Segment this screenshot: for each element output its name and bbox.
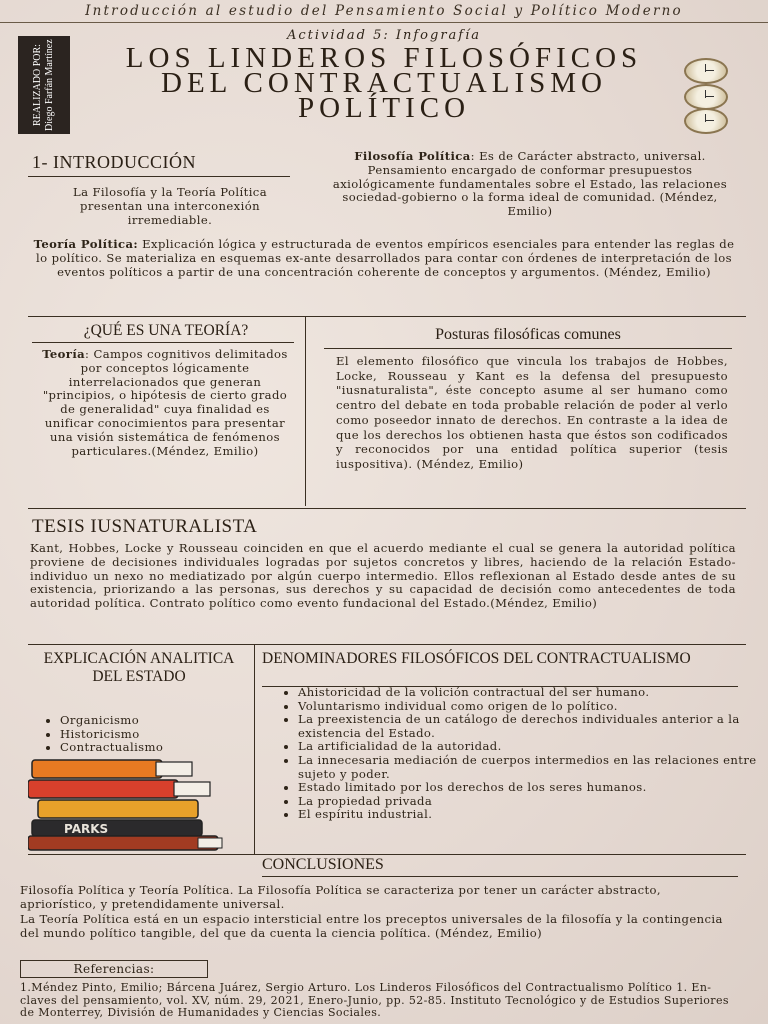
filosofia-politica-text — [320, 150, 740, 219]
teoria-text — [34, 348, 296, 458]
divider — [28, 508, 746, 509]
conclusiones-rule — [262, 876, 738, 877]
page-title: LOS LINDEROS FILOSÓFICOS DEL CONTRACTUALISMO POLÍTICO — [125, 42, 643, 124]
clock-icon — [684, 84, 728, 110]
list-item: • La preexistencia de un catálogo de derechos individuales anterior a la existencia del Estado. — [298, 713, 768, 740]
referencias-heading: Referencias: — [73, 962, 155, 976]
author-badge — [18, 36, 70, 134]
divider — [305, 316, 306, 506]
denominadores-heading: DENOMINADORES FILOSÓFICOS DEL CONTRACTUALISMO — [262, 650, 691, 667]
author-label: REALIZADO POR: — [32, 44, 43, 126]
explicacion-heading: EXPLICACIÓN ANALITICA DEL ESTADO — [43, 650, 235, 685]
intro-lead: La Filosofía y la Teoría Política presentan una interconexión irremediable. — [72, 185, 268, 227]
teoria-politica-text — [32, 238, 736, 279]
posturas-heading: Posturas filosóficas comunes — [435, 326, 621, 343]
divider — [28, 854, 746, 855]
list-item: • Organicismo — [60, 714, 260, 728]
intro-rule — [28, 176, 290, 177]
fp-definition: : Es de Carácter abstracto, universal. Pensamiento encargado de conformar presupuestos axiológicamente fundamentales sobre el Estado, las relaciones sociedad-gobierno o la forma ideal de comunidad. (Méndez, Emilio) — [332, 149, 728, 219]
list-item: • Ahistoricidad de la volición contractual del ser humano. — [298, 686, 768, 700]
divider — [28, 316, 746, 317]
course-banner: Introducción al estudio del Pensamiento Social y Político Moderno — [0, 0, 768, 23]
tesis-heading: TESIS IUSNATURALISTA — [32, 516, 258, 537]
books-label: PARKS — [64, 822, 109, 836]
tesis-text: Kant, Hobbes, Locke y Rousseau coinciden en que el acuerdo mediante el cual se genera la autoridad política proviene de decisiones individuales logradas por sujetos concretos y libres, haciendo de la relación Estado-individuo un nexo no mediatizado por algún cuerpo intermedio. Ellos reflexionan al Estado desde antes de su existencia, priorizando a las personas, sus derechos y su capacidad de decisión como antecedentes de toda autoridad política. Contrato político como evento fundacional del Estado.(Méndez, Emilio) — [30, 541, 736, 611]
referencias-text: 1.Méndez Pinto, Emilio; Bárcena Juárez, Sergio Arturo. Los Linderos Filosóficos del Contractualismo Político 1. En-claves del pensamiento, vol. XV, núm. 29, 2021, Enero-Junio, pp. 52-85. Instituto Tecnológico y de Estudios Superiores de Monterrey, División de Humanidades y Ciencias Sociales. — [20, 981, 729, 1020]
conclusiones-p2: La Teoría Política está en un espacio intersticial entre los preceptos universales de la filosofía y la contingencia del mundo político tangible, del que da cuenta la ciencia política. (Méndez, Emilio) — [20, 912, 723, 940]
posturas-rule — [324, 348, 732, 349]
clock-icon — [684, 108, 728, 134]
referencias-box — [20, 960, 208, 978]
fp-term: Filosofía Política — [354, 149, 471, 163]
list-item: • Historicismo — [60, 728, 260, 742]
list-item: • El espíritu industrial. — [298, 808, 768, 822]
clock-icon — [684, 58, 728, 84]
explicacion-list — [42, 714, 260, 755]
activity-label: Actividad 5: Infografía — [286, 28, 481, 43]
teoria-heading: ¿QUÉ ES UNA TEORÍA? — [83, 322, 249, 339]
list-item: • Contractualismo — [60, 741, 260, 755]
teoria-term: Teoría — [42, 347, 86, 361]
intro-heading: 1- INTRODUCCIÓN — [32, 152, 196, 172]
posturas-text: El elemento filosófico que vincula los trabajos de Hobbes, Locke, Rousseau y Kant es la defensa del presupuesto "iusnaturalista", éste concepto asume al ser humano como centro del debate en toda probable relación de poder al verlo como poseedor innato de derechos. En contraste a la idea de que los derechos los obtienen hasta que éstos son codificados y reconocidos por una entidad política superior (tesis iuspositiva). (Méndez, Emilio) — [336, 354, 728, 471]
conclusiones-heading: CONCLUSIONES — [262, 856, 384, 873]
list-item: • La propiedad privada — [298, 795, 768, 809]
denominadores-list — [280, 686, 768, 822]
list-item: • La artificialidad de la autoridad. — [298, 740, 768, 754]
list-item: • Voluntarismo individual como origen de lo político. — [298, 700, 768, 714]
divider — [28, 644, 746, 645]
conclusiones-p1: Filosofía Política y Teoría Política. La Filosofía Política se caracteriza por tener un carácter abstracto, apriorístico, y pretendidamente universal. — [20, 883, 661, 911]
list-item: • La innecesaria mediación de cuerpos intermedios en las relaciones entre sujeto y poder. — [298, 754, 768, 781]
teoria-rule — [32, 342, 294, 343]
teoria-definition: : Campos cognitivos delimitados por conceptos lógicamente interrelacionados que generan "principios, o hipótesis de cierto grado de generalidad" cuya finalidad es unificar conocimientos para presentar una visión sistemática de fenómenos particulares.(Méndez, Emilio) — [42, 347, 288, 458]
list-item: • Estado limitado por los derechos de los seres humanos. — [298, 781, 768, 795]
tp-definition: Explicación lógica y estructurada de eventos empíricos esenciales para entender las reglas de lo político. Se materializa en esquemas ex-ante desarrollados para contar con órdenes de interpretación de los eventos políticos a partir de una concentración coherente de conceptos y argumentos. (Méndez, Emilio) — [36, 237, 735, 279]
books-illustration — [28, 758, 224, 852]
tp-term: Teoría Política: — [33, 237, 139, 251]
author-name: Diego Farfán Martínez — [44, 39, 55, 131]
